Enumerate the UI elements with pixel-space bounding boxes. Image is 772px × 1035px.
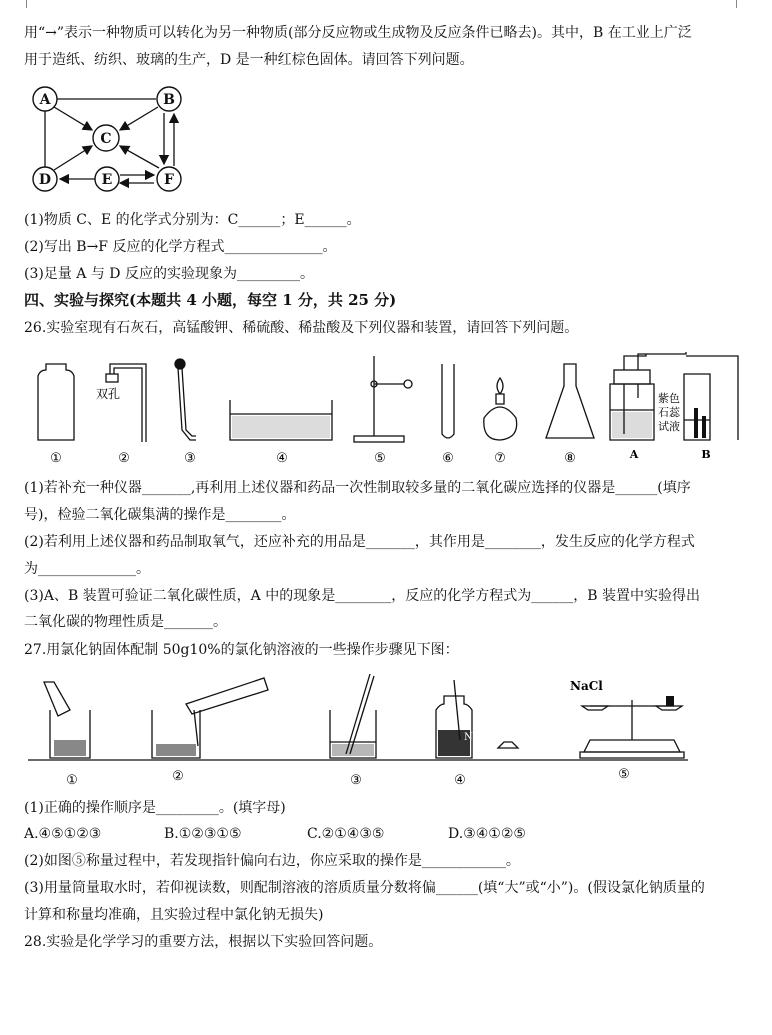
page-corner-mark-right bbox=[736, 0, 737, 8]
litmus-label-2: 石蕊 bbox=[658, 406, 680, 419]
q25-part-1: (1)物质 C、E 的化学式分别为：C______；E______。 bbox=[24, 212, 361, 228]
litmus-label-1: 紫色 bbox=[658, 392, 680, 405]
q26-part-2a: (2)若利用上述仪器和药品制取氧气，还应补充的用品是_______，其作用是________，发生反应的化学方程式 bbox=[24, 534, 695, 550]
node-a: A bbox=[39, 92, 51, 108]
q25-part-2: (2)写出 B→F 反应的化学方程式______________。 bbox=[24, 239, 337, 255]
conversion-diagram bbox=[24, 78, 204, 198]
node-b: B bbox=[163, 92, 175, 108]
q25-part-3: (3)足量 A 与 D 反应的实验现象为_________。 bbox=[24, 266, 314, 282]
q27-option-d: D.③④①②⑤ bbox=[448, 826, 526, 842]
q26-part-3b: 二氧化碳的物理性质是_______。 bbox=[24, 614, 227, 630]
nacl-balance-label: NaCl bbox=[570, 679, 603, 693]
step-label-1: ① bbox=[66, 773, 78, 788]
intro-line-1: 用“→”表示一种物质可以转化为另一种物质(部分反应物或生成物及反应条件已略去)。其中，B 在工业上广泛 bbox=[24, 25, 692, 41]
intro-line-2: 用于造纸、纺织、玻璃的生产，D 是一种红棕色固体。请回答下列问题。 bbox=[24, 52, 474, 68]
q26-part-3a: (3)A、B 装置可验证二氧化碳性质，A 中的现象是________，反应的化学方程式为______，B 装置中实验得出 bbox=[24, 588, 700, 604]
app-label-5: ⑤ bbox=[374, 451, 386, 466]
nacl-bottle-label: NaCl bbox=[464, 732, 490, 743]
q26-part-1b: 号)，检验二氧化碳集满的操作是________。 bbox=[24, 507, 296, 523]
two-hole-label: 双孔 bbox=[96, 387, 121, 401]
q27-part-3b: 计算和称量均准确，且实验过程中氯化钠无损失) bbox=[24, 907, 324, 923]
q27-part-2: (2)如图⑤称量过程中，若发现指针偏向右边，你应采取的操作是____________。 bbox=[24, 853, 520, 869]
step-label-2: ② bbox=[172, 769, 184, 784]
apparatus-figure bbox=[24, 350, 754, 470]
q28-stem: 28.实验是化学学习的重要方法，根据以下实验回答问题。 bbox=[24, 934, 383, 950]
app-label-2: ② bbox=[118, 451, 130, 466]
app-label-a: A bbox=[629, 448, 639, 461]
node-f: F bbox=[164, 172, 174, 188]
node-e: E bbox=[101, 172, 113, 188]
q27-option-c: C.②①④③⑤ bbox=[307, 826, 385, 842]
app-label-1: ① bbox=[50, 451, 62, 466]
step-label-3: ③ bbox=[350, 773, 362, 788]
app-label-6: ⑥ bbox=[442, 451, 454, 466]
q27-option-b: B.①②③①⑤ bbox=[164, 826, 242, 842]
app-label-7: ⑦ bbox=[494, 451, 506, 466]
app-label-b: B bbox=[701, 448, 711, 461]
q27-stem: 27.用氯化钠固体配制 50g10%的氯化钠溶液的一些操作步骤见下图： bbox=[24, 642, 459, 658]
q27-option-a: A.④⑤①②③ bbox=[24, 826, 102, 842]
section-4-title: 四、实验与探究(本题共 4 小题，每空 1 分，共 25 分) bbox=[24, 291, 397, 309]
app-label-4: ④ bbox=[276, 451, 288, 466]
app-label-3: ③ bbox=[184, 451, 196, 466]
step-label-4: ④ bbox=[454, 773, 466, 788]
solution-prep-figure bbox=[24, 670, 704, 792]
node-c: C bbox=[100, 131, 112, 147]
q26-part-2b: 为______________。 bbox=[24, 561, 150, 577]
q27-part-1: (1)正确的操作顺序是_________。(填字母) bbox=[24, 800, 286, 816]
litmus-label-3: 试液 bbox=[658, 420, 680, 433]
step-label-5: ⑤ bbox=[618, 767, 630, 782]
q27-part-3a: (3)用量筒量取水时，若仰视读数，则配制溶液的溶质质量分数将偏______(填“大”或“小”)。(假设氯化钠质量的 bbox=[24, 880, 705, 896]
page-corner-mark-left bbox=[26, 0, 27, 8]
q26-part-1a: (1)若补充一种仪器_______,再利用上述仪器和药品一次性制取较多量的二氧化碳应选择的仪器是______(填序 bbox=[24, 480, 691, 496]
node-d: D bbox=[38, 172, 52, 188]
q26-stem: 26.实验室现有石灰石，高锰酸钾、稀硫酸、稀盐酸及下列仪器和装置，请回答下列问题。 bbox=[24, 320, 579, 336]
app-label-8: ⑧ bbox=[564, 451, 576, 466]
